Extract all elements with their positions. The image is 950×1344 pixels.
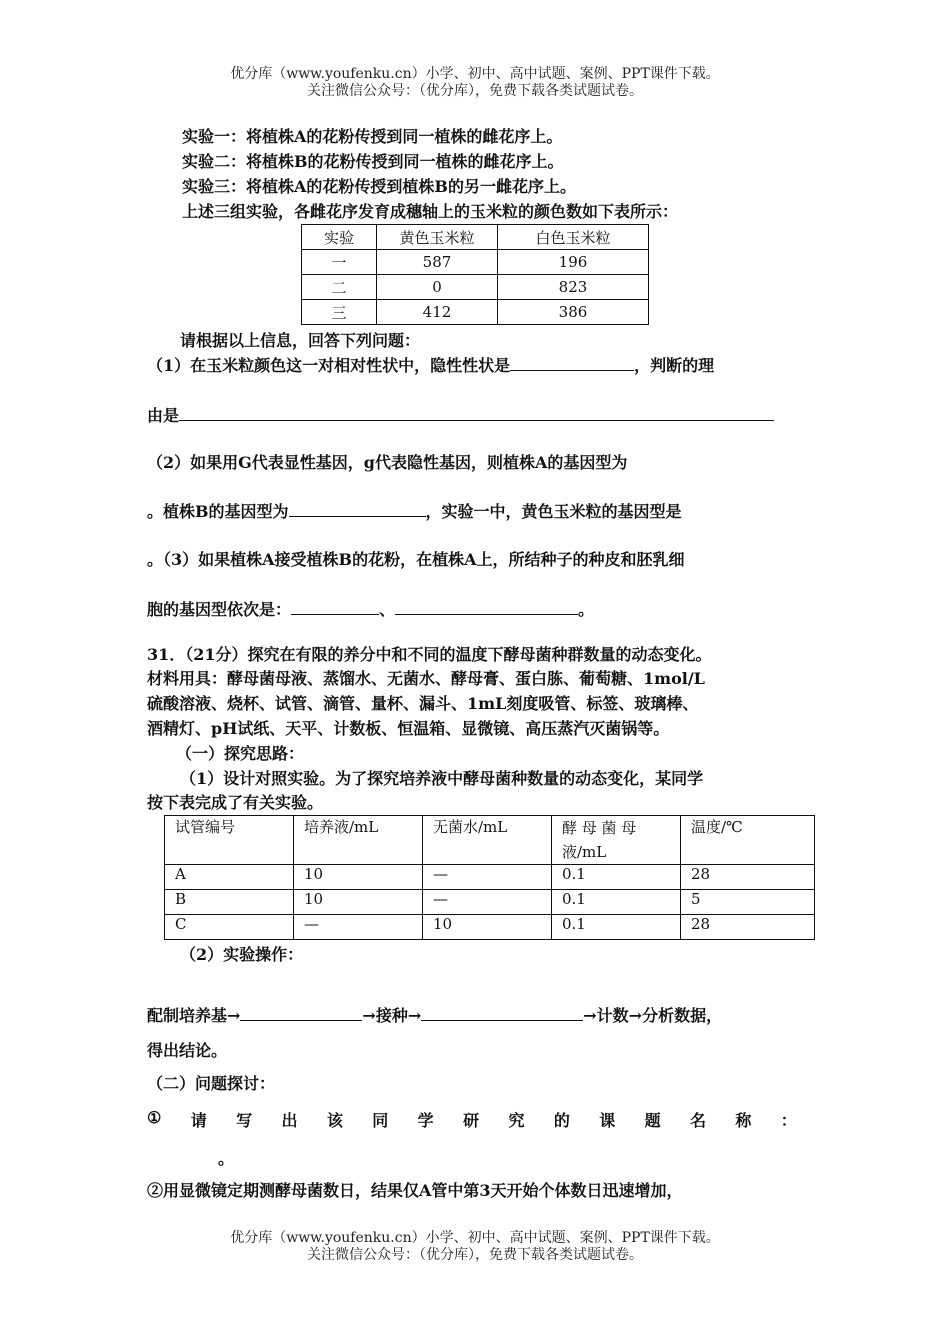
footer-line-2: 关注微信公众号：（优分库），免费下载各类试题试卷。 [307, 1247, 643, 1263]
table-cell: 5 [681, 890, 815, 915]
table-header-cell: 无菌水/mL [423, 816, 552, 865]
q2-text: 。植株B的基因型为 [147, 502, 289, 521]
table-row [302, 300, 649, 325]
page-header [0, 66, 950, 100]
q3-text: 胞的基因型依次是： [147, 600, 292, 619]
q30-part3-line2 [147, 598, 594, 621]
page-footer [0, 1230, 950, 1264]
table-cell: 28 [681, 865, 815, 890]
table-cell: 二 [302, 275, 377, 300]
q30-part2-line2 [147, 500, 682, 523]
table-cell: — [423, 890, 552, 915]
q30-part1-line2 [147, 404, 774, 427]
q30-part3-line1: 。（3）如果植株A接受植株B的花粉，在植株A上，所结种子的种皮和胚乳细 [147, 550, 685, 569]
table-row [302, 250, 649, 275]
table-header-cell: 酵 母 菌 母 液/mL [552, 816, 681, 865]
answer-blank[interactable] [510, 354, 634, 371]
q31-discussion-1-end: 。 [218, 1149, 235, 1168]
q31-materials-1: 材料用具：酵母菌母液、蒸馏水、无菌水、酵母膏、蛋白胨、葡萄糖、1mol/L [147, 669, 705, 688]
table-cell: 一 [302, 250, 377, 275]
table-row [302, 275, 649, 300]
table-cell: 412 [377, 300, 498, 325]
table-cell: A [165, 865, 294, 890]
q31-discussion-1 [147, 1108, 797, 1131]
q31-discussion-2: ②用显微镜定期测酵母菌数日，结果仅A管中第3天开始个体数日迅速增加， [147, 1181, 683, 1200]
experiment-2: 实验二：将植株B的花粉传授到同一植株的雌花序上。 [182, 152, 564, 171]
discussion-char: 的 [553, 1111, 570, 1130]
q31-operation-end: 得出结论。 [147, 1041, 228, 1060]
table-header-cell: 试管编号 [165, 816, 294, 865]
table-cell: — [294, 915, 423, 940]
q31-part2-heading: （二）问题探讨： [147, 1074, 276, 1093]
table-header-cell: 黄色玉米粒 [377, 225, 498, 250]
table-cell: 10 [294, 865, 423, 890]
table-header-cell: 白色玉米粒 [498, 225, 649, 250]
table-cell: 10 [423, 915, 552, 940]
table-header-cell: 培养液/mL [294, 816, 423, 865]
q30-prompt: 请根据以上信息，回答下列问题： [180, 331, 421, 350]
table-cell: 28 [681, 915, 815, 940]
q3-end: 。 [578, 600, 595, 619]
table-cell: 196 [498, 250, 649, 275]
footer-line-1: 优分库（www.youfenku.cn）小学、初中、高中试题、案例、PPT课件下载。 [230, 1230, 720, 1246]
table-header-row [302, 225, 649, 250]
discussion-char: ① [147, 1108, 162, 1127]
q2-text-cont: ，实验一中，黄色玉米粒的基因型是 [425, 502, 682, 521]
corn-color-table [301, 224, 649, 325]
q1-text-cont: ，判断的理 [634, 356, 715, 375]
header-line-2: 关注微信公众号：（优分库），免费下载各类试题试卷。 [307, 83, 643, 99]
table-cell: 386 [498, 300, 649, 325]
table-cell: 0.1 [552, 915, 681, 940]
table-row [165, 915, 815, 940]
answer-blank[interactable] [291, 598, 379, 615]
table-intro: 上述三组实验，各雌花序发育成穗轴上的玉米粒的颜色数如下表所示： [182, 202, 679, 221]
discussion-char: 称 [735, 1111, 752, 1130]
discussion-char: 题 [644, 1111, 661, 1130]
table-cell: 0 [377, 275, 498, 300]
q30-part1-line1 [147, 354, 714, 377]
q31-part1-heading: （一）探究思路： [176, 744, 305, 763]
table-cell: 823 [498, 275, 649, 300]
table-cell: — [423, 865, 552, 890]
q30-part2-line1: （2）如果用G代表显性基因，g代表隐性基因，则植株A的基因型为 [147, 453, 628, 472]
discussion-char: 课 [599, 1111, 616, 1130]
discussion-char: 请 [190, 1111, 207, 1130]
q1-reason-label: 由是 [147, 406, 180, 425]
table-header-cell: 温度/℃ [681, 816, 815, 865]
discussion-char: 出 [281, 1111, 298, 1130]
discussion-char: 同 [372, 1111, 389, 1130]
q3-separator: 、 [379, 600, 396, 619]
q1-text: （1）在玉米粒颜色这一对相对性状中，隐性性状是 [147, 356, 511, 375]
discussion-char: 研 [463, 1111, 480, 1130]
answer-blank[interactable] [179, 404, 774, 421]
header-line-1: 优分库（www.youfenku.cn）小学、初中、高中试题、案例、PPT课件下载。 [230, 66, 720, 82]
q31-title: 31．（21分）探究在有限的养分中和不同的温度下酵母菌种群数量的动态变化。 [147, 645, 712, 664]
table-cell: 10 [294, 890, 423, 915]
experiment-3: 实验三：将植株A的花粉传授到植株B的另一雌花序上。 [182, 177, 576, 196]
table-row [165, 890, 815, 915]
table-cell: 587 [377, 250, 498, 275]
q31-materials-2: 硫酸溶液、烧杯、试管、滴管、量杯、漏斗、1mL刻度吸管、标签、玻璃棒、 [147, 694, 699, 713]
table-row [165, 865, 815, 890]
discussion-char: ： [780, 1111, 797, 1130]
table-cell: 三 [302, 300, 377, 325]
experiment-1: 实验一：将植株A的花粉传授到同一植株的雌花序上。 [182, 127, 563, 146]
discussion-char: 学 [417, 1111, 434, 1130]
discussion-char: 该 [326, 1111, 343, 1130]
discussion-char: 写 [236, 1111, 253, 1130]
table-cell: C [165, 915, 294, 940]
table-header-row [165, 816, 815, 865]
table-cell: 0.1 [552, 890, 681, 915]
table-cell: 0.1 [552, 865, 681, 890]
q31-operation-line [147, 1004, 722, 1027]
yeast-experiment-table [164, 815, 815, 940]
table-cell: B [165, 890, 294, 915]
q31-step1-line1: （1）设计对照实验。为了探究培养液中酵母菌种数量的动态变化，某同学 [180, 769, 704, 788]
answer-blank[interactable] [289, 500, 426, 517]
discussion-char: 名 [690, 1111, 707, 1130]
table-header-cell: 实验 [302, 225, 377, 250]
answer-blank[interactable] [421, 1004, 583, 1021]
discussion-char: 究 [508, 1111, 525, 1130]
q31-materials-3: 酒精灯、pH试纸、天平、计数板、恒温箱、显微镜、高压蒸汽灭菌锅等。 [147, 719, 670, 738]
q31-step1-line2: 按下表完成了有关实验。 [147, 793, 324, 812]
op-text: →计数→分析数据， [583, 1006, 723, 1025]
q31-step2: （2）实验操作： [180, 945, 304, 964]
answer-blank[interactable] [240, 1004, 362, 1021]
op-text: 配制培养基→ [147, 1006, 241, 1025]
answer-blank[interactable] [395, 598, 578, 615]
op-text: →接种→ [362, 1006, 422, 1025]
